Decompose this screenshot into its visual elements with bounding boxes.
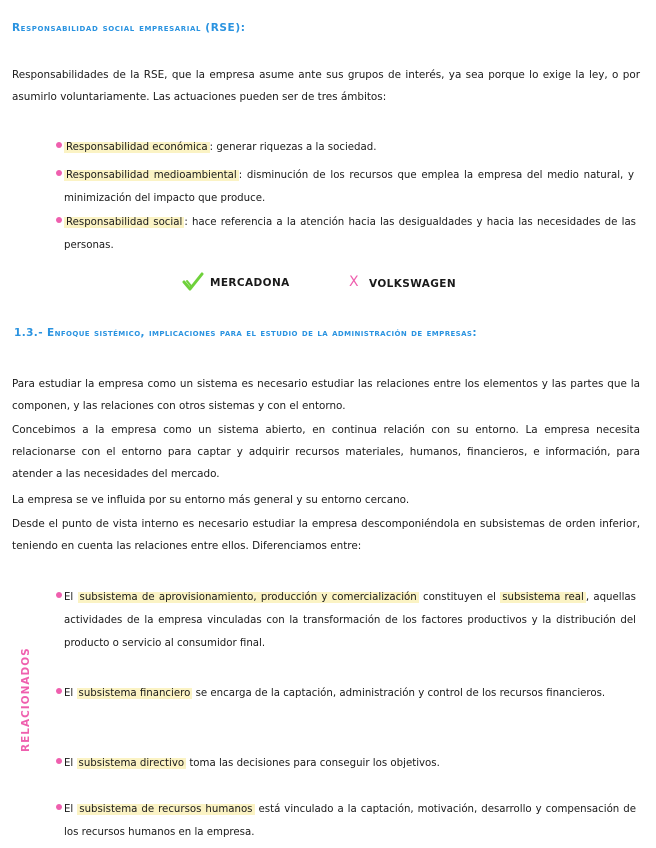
rse-item-social (64, 211, 636, 257)
prefix: El (64, 804, 78, 815)
bullet-dot (56, 804, 62, 810)
paragraph: Desde el punto de vista interno es necesario estudiar la empresa descomponiéndola en subsistemas de orden inferior, teniendo en cuenta las relaciones entre ellos. Diferenciamos entre: (12, 518, 640, 552)
term-highlight: subsistema real (502, 592, 584, 603)
bullet-dot (56, 217, 62, 223)
subsystem-real (64, 586, 636, 655)
term-highlight: Responsabilidad económica (66, 142, 208, 153)
paragraph: Concebimos a la empresa como un sistema abierto, en continua relación con su entorno. La empresa necesita relacionarse con el entorno para captar y adquirir recursos materiales, humanos, financieros, e información, para atender a las necesidades del mercado. (12, 424, 640, 480)
example-bad: VOLKSWAGEN (369, 278, 457, 290)
term-highlight: subsistema de aprovisionamiento, producción y comercialización (79, 592, 417, 603)
bullet-dot (56, 758, 62, 764)
item-text: , aquellas actividades de la empresa vinculadas con la transformación de los factores productivos y la distribución del producto o servicio al consumidor final. (64, 592, 636, 649)
term-highlight: subsistema directivo (78, 758, 185, 769)
rse-intro: Responsabilidades de la RSE, que la empresa asume ante sus grupos de interés, ya sea porque lo exige la ley, o por asumirlo voluntariamente. Las actuaciones pueden ser de tres ámbitos: (12, 69, 640, 103)
subsystem-rrhh (64, 798, 636, 844)
term-highlight: subsistema financiero (78, 688, 191, 699)
subsystem-financiero (64, 682, 636, 705)
bullet-dot (56, 592, 62, 598)
prefix: El (64, 688, 77, 699)
prefix: El (64, 592, 78, 603)
item-text: : hace referencia a la atención hacia las desigualdades y hacia las necesidades de las personas. (64, 217, 636, 251)
rse-item-medioambiental (64, 164, 634, 210)
check-icon (182, 272, 204, 292)
bullet-dot (56, 688, 62, 694)
term-highlight: subsistema de recursos humanos (79, 804, 253, 815)
subsystem-directivo (64, 752, 636, 775)
heading-rse: Responsabilidad social empresarial (RSE): (12, 22, 246, 34)
item-text: está vinculado a la captación, motivación, desarrollo y compensación de los recursos humanos en la empresa. (64, 804, 636, 838)
side-label-relacionados: RELACIONADOS (20, 647, 32, 752)
bullet-dot (56, 142, 62, 148)
prefix: El (64, 758, 77, 769)
item-text: : disminución de los recursos que emplea la empresa del medio natural, y minimización del impacto que produce. (64, 170, 634, 204)
bullet-dot (56, 170, 62, 176)
rse-item-economica (64, 136, 634, 159)
item-text: se encarga de la captación, administración y control de los recursos financieros. (192, 688, 606, 699)
term-highlight: Responsabilidad medioambiental (66, 170, 237, 181)
paragraph: La empresa se ve influida por su entorno más general y su entorno cercano. (12, 494, 410, 506)
heading-1-3: 1.3.- Enfoque sistémico, implicaciones para el estudio de la administración de empresas: (14, 327, 477, 339)
item-text: toma las decisiones para conseguir los objetivos. (186, 758, 440, 769)
item-text: : generar riquezas a la sociedad. (209, 142, 377, 153)
mid-text: constituyen el (418, 592, 501, 603)
example-good: MERCADONA (210, 277, 290, 289)
term-highlight: Responsabilidad social (66, 217, 183, 228)
paragraph: Para estudiar la empresa como un sistema es necesario estudiar las relaciones entre los elementos y las partes que la componen, y las relaciones con otros sistemas y con el entorno. (12, 378, 640, 412)
cross-icon: X (349, 274, 359, 290)
